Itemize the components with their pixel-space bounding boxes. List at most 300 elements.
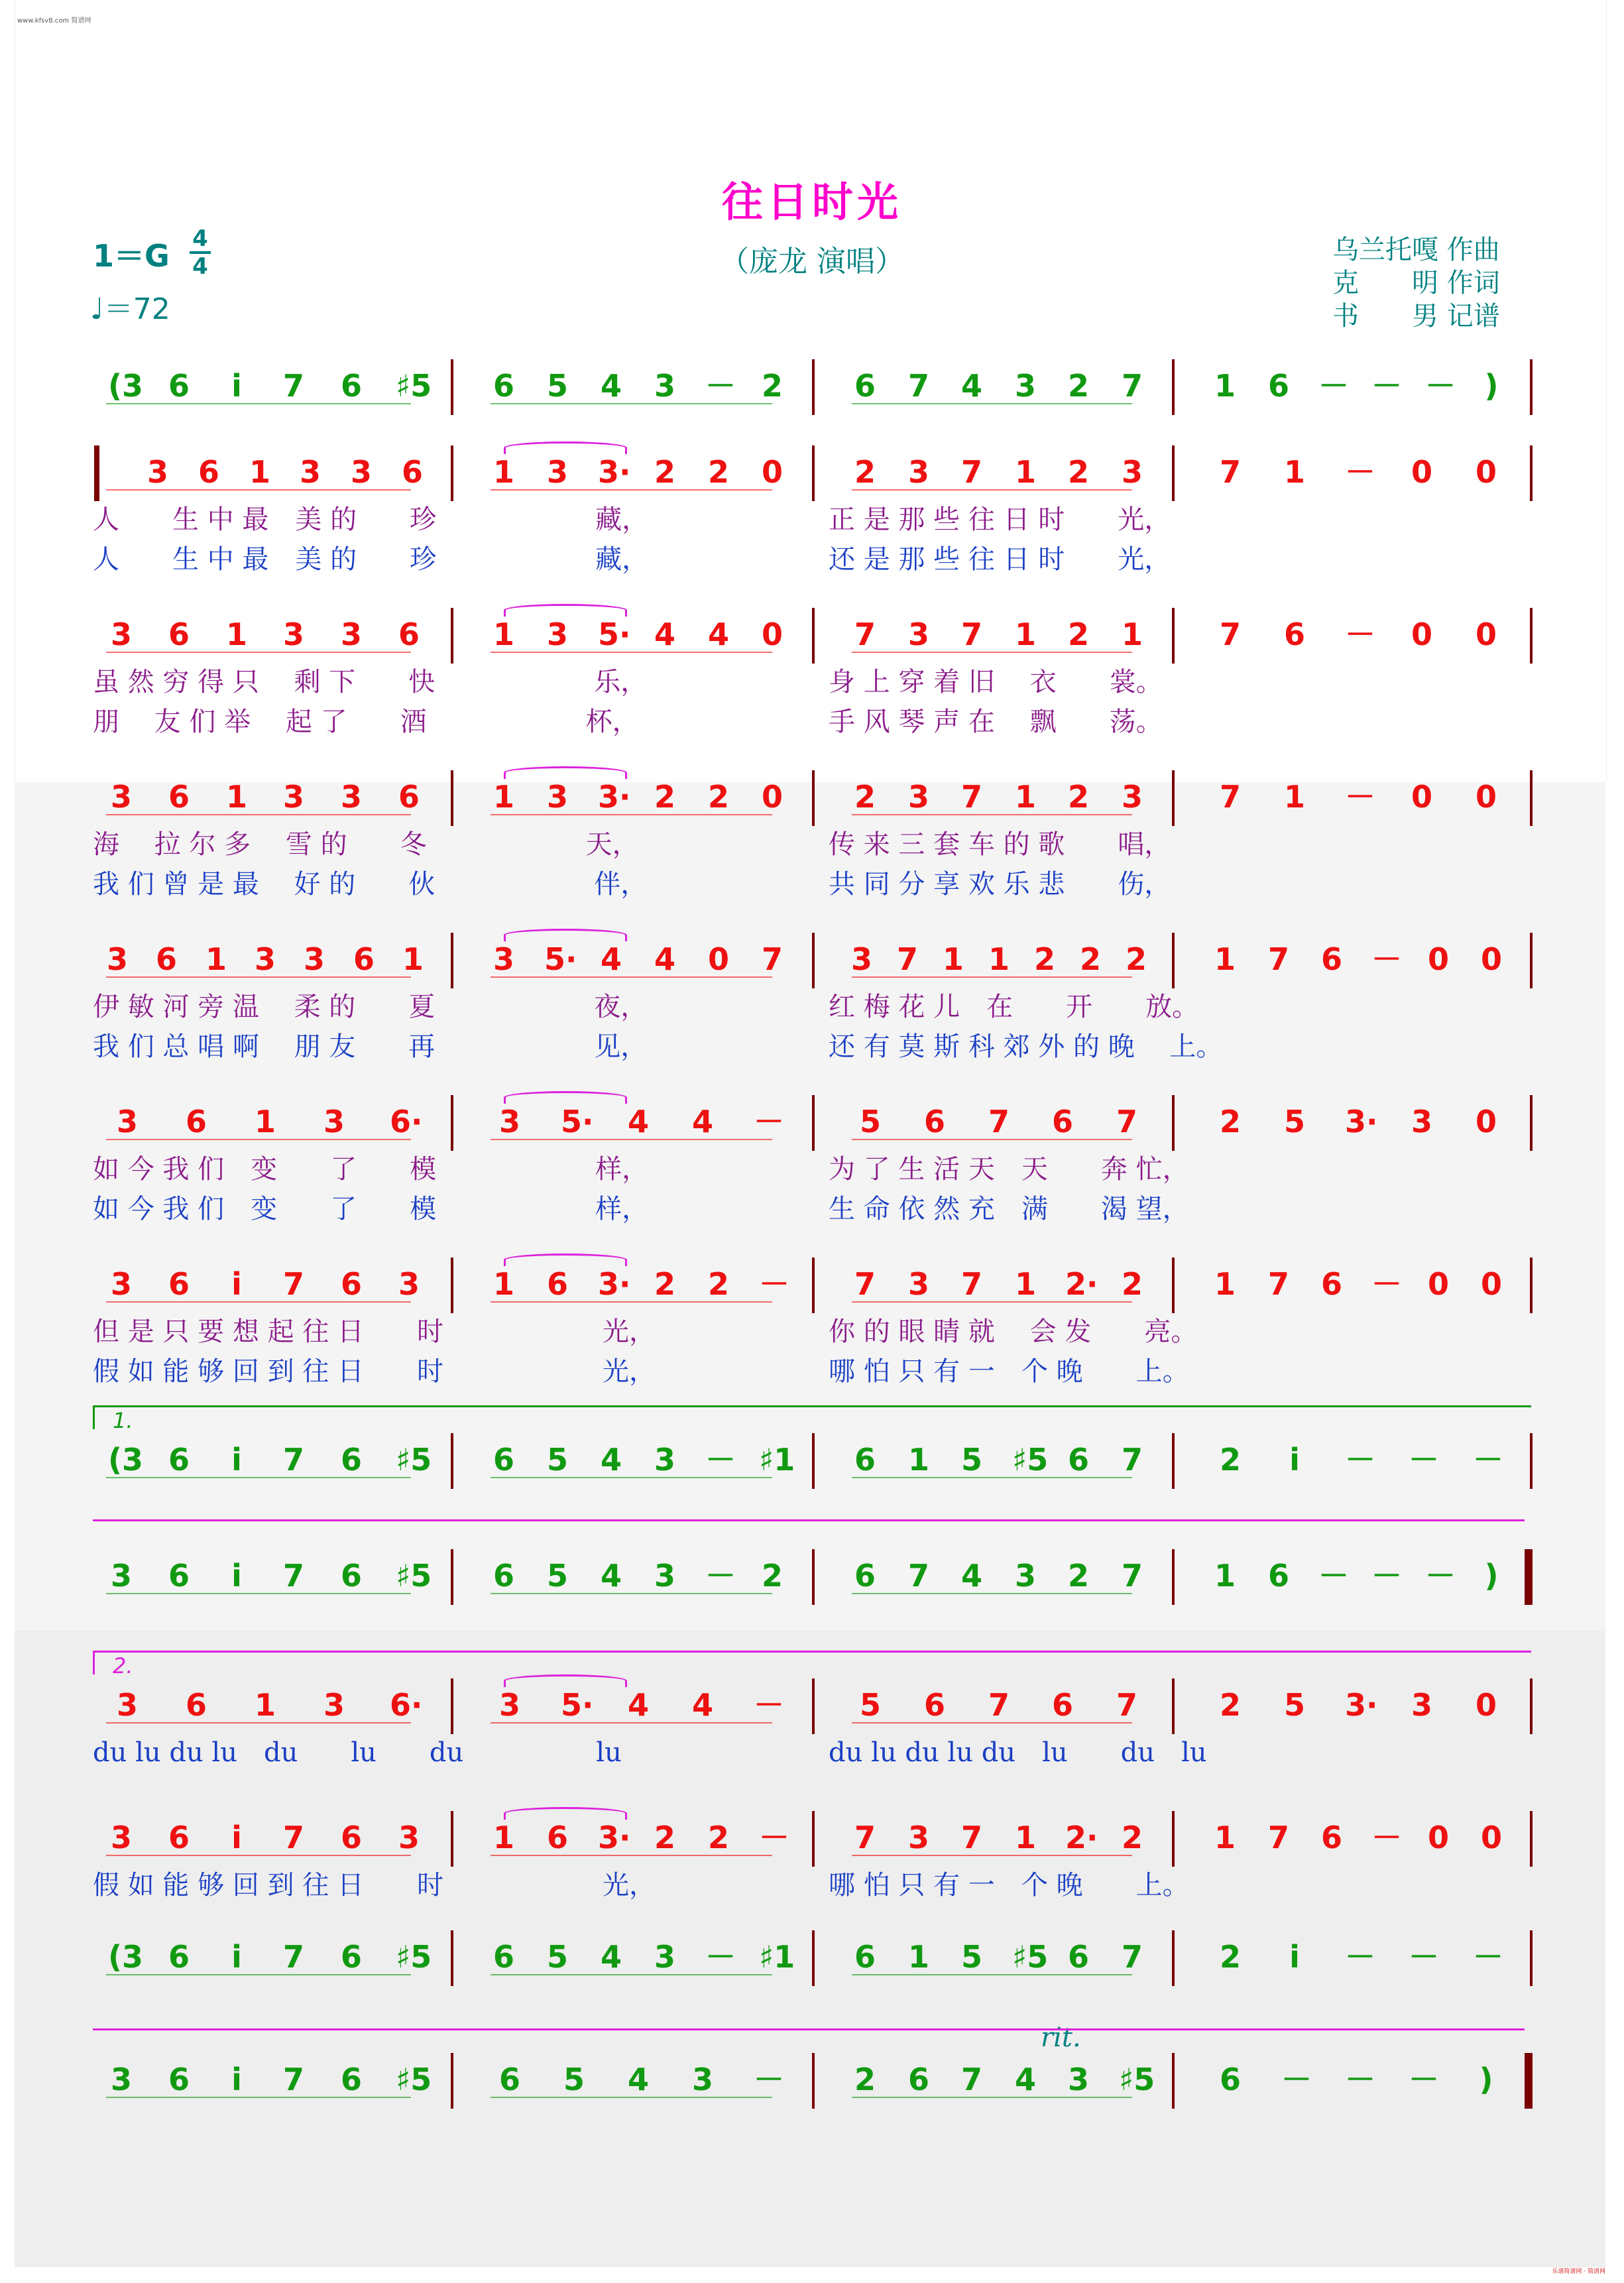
note: 7 bbox=[1121, 368, 1143, 404]
note: 1 bbox=[1283, 779, 1305, 815]
note: 6 bbox=[185, 1104, 207, 1140]
note: 2 bbox=[1067, 616, 1089, 652]
note: ♯5 bbox=[396, 1558, 432, 1594]
note: 3 bbox=[110, 2062, 132, 2097]
slur bbox=[504, 441, 627, 454]
slur bbox=[504, 1674, 627, 1687]
note: 2 bbox=[707, 1266, 729, 1302]
note: 3· bbox=[598, 779, 631, 815]
beam-underline bbox=[491, 814, 772, 815]
note: － bbox=[1425, 368, 1456, 404]
note: 2 bbox=[707, 779, 729, 815]
note: 6 bbox=[1283, 616, 1305, 652]
note: 7 bbox=[1267, 1820, 1289, 1855]
note: － bbox=[1281, 2062, 1312, 2097]
note: 3 bbox=[282, 779, 304, 815]
note: 7 bbox=[1121, 1558, 1143, 1594]
note: 3· bbox=[1345, 1104, 1378, 1140]
note: 7 bbox=[1219, 454, 1241, 490]
volta-label: 1. bbox=[113, 1408, 133, 1433]
tempo-marking: ♩＝72 bbox=[90, 292, 170, 326]
note: 0 bbox=[1427, 1820, 1449, 1855]
note: － bbox=[754, 2062, 784, 2097]
note: 2 bbox=[761, 368, 783, 404]
note: 3 bbox=[654, 1558, 675, 1594]
barline bbox=[451, 1095, 453, 1151]
barline bbox=[451, 2053, 453, 2109]
note: 6 bbox=[340, 1820, 362, 1855]
barline bbox=[1172, 1678, 1175, 1734]
note: 3 bbox=[654, 368, 675, 404]
time-signature-bottom: 4 bbox=[192, 253, 208, 280]
barline bbox=[1172, 1930, 1175, 1986]
note: － bbox=[759, 1266, 789, 1302]
note: 3 bbox=[546, 779, 568, 815]
note: 3 bbox=[907, 1266, 929, 1302]
beam-underline bbox=[106, 976, 411, 978]
note: 2· bbox=[1065, 1266, 1098, 1302]
note: 5 bbox=[546, 368, 568, 404]
note: 2 bbox=[761, 1558, 783, 1594]
note: 4 bbox=[1014, 2062, 1036, 2097]
note: 4 bbox=[960, 368, 982, 404]
note: 4 bbox=[600, 1442, 622, 1478]
note: 7 bbox=[907, 368, 929, 404]
note: (3 bbox=[108, 368, 144, 404]
note: 1 bbox=[254, 1104, 276, 1140]
note: － bbox=[1345, 454, 1375, 490]
note: 3· bbox=[598, 1266, 631, 1302]
note: 5 bbox=[546, 1442, 568, 1478]
barline bbox=[451, 445, 453, 501]
note: － bbox=[705, 1442, 736, 1478]
note: 1 bbox=[493, 454, 514, 490]
note: 3 bbox=[299, 454, 321, 490]
note: 3 bbox=[398, 1820, 420, 1855]
lyric-line: 假 如 能 够 回 到 往 日 时 光， bbox=[93, 1356, 656, 1387]
note: 4 bbox=[707, 616, 729, 652]
note: 3 bbox=[654, 1442, 675, 1478]
note: 6 bbox=[168, 368, 190, 404]
barline bbox=[1172, 1433, 1175, 1489]
note: 7 bbox=[1116, 1687, 1137, 1723]
time-signature bbox=[187, 227, 213, 278]
note: 1 bbox=[1214, 1558, 1236, 1594]
note: 4 bbox=[600, 368, 622, 404]
note: 6 bbox=[923, 1104, 945, 1140]
lyric-line: 正 是 那 些 往 日 时 光， bbox=[829, 504, 1171, 535]
lyric-line: 朋 友 们 举 起 了 酒 杯， bbox=[93, 707, 639, 737]
barline bbox=[812, 933, 815, 988]
note: i bbox=[231, 1442, 242, 1478]
note: 7 bbox=[282, 1939, 304, 1975]
note: 3 bbox=[546, 616, 568, 652]
slur bbox=[504, 1091, 627, 1104]
note: 3 bbox=[110, 1266, 132, 1302]
note: － bbox=[1409, 1442, 1439, 1478]
lyric-line: 共 同 分 享 欢 乐 悲 伤， bbox=[829, 869, 1171, 900]
barline bbox=[1530, 608, 1533, 664]
note: 3 bbox=[907, 454, 929, 490]
beam-underline bbox=[106, 1974, 411, 1975]
lyric-line: 人 生 中 最 美 的 珍 藏， bbox=[93, 544, 649, 575]
beam-underline bbox=[852, 489, 1132, 491]
note: 2 bbox=[1125, 941, 1147, 977]
barline bbox=[812, 1549, 815, 1605]
note: 3 bbox=[907, 779, 929, 815]
barline bbox=[1172, 1549, 1175, 1605]
note: 5 bbox=[1283, 1687, 1305, 1723]
note: 6 bbox=[398, 616, 420, 652]
note: 5 bbox=[859, 1104, 881, 1140]
note: 4 bbox=[960, 1558, 982, 1594]
note: 3 bbox=[1014, 1558, 1036, 1594]
lyric-line: 为 了 生 活 天 天 奔 忙， bbox=[829, 1154, 1189, 1185]
note: 1 bbox=[1014, 616, 1036, 652]
beam-underline bbox=[852, 814, 1132, 815]
note: ♯1 bbox=[759, 1939, 795, 1975]
note: 7 bbox=[960, 2062, 982, 2097]
barline bbox=[1172, 445, 1175, 501]
note: ♯1 bbox=[759, 1442, 795, 1478]
note: － bbox=[1425, 1558, 1456, 1594]
beam-underline bbox=[106, 652, 411, 653]
note: 2 bbox=[707, 1820, 729, 1855]
note: 6 bbox=[498, 2062, 520, 2097]
note: － bbox=[1345, 616, 1375, 652]
beam-underline bbox=[491, 1477, 772, 1478]
final-barline bbox=[1525, 2053, 1531, 2109]
note: － bbox=[1345, 779, 1375, 815]
note: 2 bbox=[654, 454, 675, 490]
note: 5 bbox=[960, 1939, 982, 1975]
note: ♯5 bbox=[396, 1442, 432, 1478]
note: － bbox=[1345, 1442, 1375, 1478]
credit-lyricist: 克 明 作词 bbox=[1332, 268, 1500, 298]
note: 7 bbox=[282, 368, 304, 404]
note: 5 bbox=[546, 1558, 568, 1594]
note: 7 bbox=[960, 454, 982, 490]
credit-composer: 乌兰托嘎 作曲 bbox=[1332, 235, 1500, 265]
note: 3 bbox=[110, 779, 132, 815]
note: 3 bbox=[282, 616, 304, 652]
note: 6 bbox=[185, 1687, 207, 1723]
note: 7 bbox=[1116, 1104, 1137, 1140]
singer-line: （庞龙 演唱） bbox=[720, 245, 904, 278]
note: － bbox=[1345, 2062, 1375, 2097]
lyric-line: 海 拉 尔 多 雪 的 冬 天， bbox=[93, 829, 639, 860]
note: 0 bbox=[1480, 1266, 1502, 1302]
right-watermark-strip bbox=[1613, 0, 1623, 2283]
note: 7 bbox=[896, 941, 918, 977]
note: 1 bbox=[1214, 368, 1236, 404]
barline bbox=[1530, 1095, 1533, 1151]
note: 3 bbox=[546, 454, 568, 490]
note: 6 bbox=[854, 1558, 876, 1594]
note: － bbox=[1371, 1558, 1402, 1594]
note: 2 bbox=[654, 779, 675, 815]
lyric-line: 还 有 莫 斯 科 郊 外 的 晚 上。 bbox=[829, 1031, 1223, 1062]
note: (3 bbox=[108, 1442, 144, 1478]
note: 1 bbox=[1014, 779, 1036, 815]
note: 6 bbox=[340, 1939, 362, 1975]
barline bbox=[451, 1433, 453, 1489]
lyric-line: 虽 然 穷 得 只 剩 下 快 乐， bbox=[93, 667, 648, 697]
lyric-line: 哪 怕 只 有 一 个 晚 上。 bbox=[829, 1356, 1189, 1387]
note: 0 bbox=[1475, 454, 1497, 490]
note: 6 bbox=[493, 1558, 514, 1594]
note: － bbox=[705, 1558, 736, 1594]
note: 6 bbox=[1320, 1266, 1342, 1302]
note: － bbox=[1371, 941, 1402, 977]
note: 4 bbox=[691, 1687, 713, 1723]
barline bbox=[1172, 608, 1175, 664]
note: 1 bbox=[493, 616, 514, 652]
note: 4 bbox=[654, 616, 675, 652]
note: － bbox=[1473, 1442, 1503, 1478]
note: 6 bbox=[1219, 2062, 1241, 2097]
barline bbox=[1172, 1095, 1175, 1151]
note: 7 bbox=[1219, 616, 1241, 652]
note: 7 bbox=[282, 2062, 304, 2097]
beam-underline bbox=[106, 1722, 411, 1724]
lyric-line: du lu du lu du lu du lu bbox=[829, 1737, 1207, 1768]
note: 6 bbox=[168, 616, 190, 652]
lyric-line: 假 如 能 够 回 到 往 日 时 光， bbox=[93, 1870, 656, 1901]
barline bbox=[1530, 1258, 1533, 1313]
barline bbox=[812, 1930, 815, 1986]
note: 6 bbox=[340, 1558, 362, 1594]
note: i bbox=[231, 368, 242, 404]
note: 3· bbox=[598, 1820, 631, 1855]
note: 6 bbox=[1067, 1939, 1089, 1975]
note: 6 bbox=[401, 454, 423, 490]
beam-underline bbox=[491, 2097, 772, 2098]
note: 3 bbox=[1121, 779, 1143, 815]
note: 3 bbox=[907, 616, 929, 652]
barline bbox=[1172, 359, 1175, 415]
beam-underline bbox=[491, 652, 772, 653]
note: 6 bbox=[353, 941, 375, 977]
beam-underline bbox=[491, 1722, 772, 1724]
beam-underline bbox=[491, 1974, 772, 1975]
note: 4 bbox=[600, 941, 622, 977]
beam-underline bbox=[491, 1593, 772, 1594]
note: i bbox=[231, 1558, 242, 1594]
note: 1 bbox=[493, 1266, 514, 1302]
barline bbox=[451, 608, 453, 664]
note: 3 bbox=[654, 1939, 675, 1975]
barline bbox=[1530, 359, 1533, 415]
note: 6 bbox=[1051, 1687, 1073, 1723]
lyric-line: 哪 怕 只 有 一 个 晚 上。 bbox=[829, 1870, 1189, 1901]
volta-bracket bbox=[93, 1651, 1531, 1653]
note: 3 bbox=[106, 941, 128, 977]
note: 6 bbox=[168, 1820, 190, 1855]
note: 3 bbox=[498, 1104, 520, 1140]
note: 6 bbox=[340, 1442, 362, 1478]
note: 6· bbox=[390, 1104, 423, 1140]
beam-underline bbox=[491, 489, 772, 491]
slur bbox=[504, 766, 627, 779]
note: 5· bbox=[598, 616, 631, 652]
lyric-line: 伊 敏 河 旁 温 柔 的 夏 夜， bbox=[93, 992, 648, 1022]
note: 0 bbox=[1411, 616, 1432, 652]
beam-underline bbox=[491, 1139, 772, 1140]
note: ♯5 bbox=[396, 368, 432, 404]
note: 0 bbox=[1480, 941, 1502, 977]
note: 2 bbox=[1219, 1104, 1241, 1140]
note: 1 bbox=[1214, 1266, 1236, 1302]
barline bbox=[1530, 933, 1533, 988]
note: 1 bbox=[1283, 454, 1305, 490]
beam-underline bbox=[106, 1139, 411, 1140]
beam-underline bbox=[106, 403, 411, 404]
note: 0 bbox=[761, 454, 783, 490]
note: 5 bbox=[563, 2062, 585, 2097]
slur bbox=[504, 929, 627, 941]
barline bbox=[451, 1258, 453, 1313]
note: 3 bbox=[850, 941, 872, 977]
note: 1 bbox=[942, 941, 964, 977]
lyric-line: 你 的 眼 睛 就 会 发 亮。 bbox=[829, 1317, 1198, 1347]
note: 4 bbox=[691, 1104, 713, 1140]
note: 3 bbox=[398, 1266, 420, 1302]
note: 5 bbox=[859, 1687, 881, 1723]
note: 6 bbox=[340, 368, 362, 404]
repeat-start-barline bbox=[94, 445, 99, 501]
note: 6 bbox=[1320, 941, 1342, 977]
note: 7 bbox=[1121, 1442, 1143, 1478]
note: 5· bbox=[544, 941, 577, 977]
lyric-line: 我 们 曾 是 最 好 的 伙 伴， bbox=[93, 869, 648, 900]
corner-watermark: 乐谱简谱网 · 简谱网 bbox=[1552, 2268, 1605, 2275]
note: 6 bbox=[168, 1442, 190, 1478]
barline bbox=[1530, 445, 1533, 501]
note: 1 bbox=[1014, 454, 1036, 490]
note: 7 bbox=[282, 1558, 304, 1594]
note: 2 bbox=[1121, 1266, 1143, 1302]
lyric-line: du lu du lu du lu du lu bbox=[93, 1737, 622, 1768]
volta-bracket bbox=[93, 1405, 1531, 1407]
note: 1 bbox=[254, 1687, 276, 1723]
note: i bbox=[231, 2062, 242, 2097]
note: － bbox=[1318, 1558, 1349, 1594]
note: － bbox=[754, 1104, 784, 1140]
note: － bbox=[1345, 1939, 1375, 1975]
lyric-line: 生 命 依 然 充 满 渴 望， bbox=[829, 1194, 1189, 1224]
note: 1 bbox=[1121, 616, 1143, 652]
lyric-line: 还 是 那 些 往 日 时 光， bbox=[829, 544, 1171, 575]
note: 4 bbox=[627, 1687, 649, 1723]
note: － bbox=[1473, 1939, 1503, 1975]
note: ) bbox=[1484, 368, 1499, 404]
note: 4 bbox=[654, 941, 675, 977]
note: － bbox=[1409, 2062, 1439, 2097]
time-signature-top: 4 bbox=[192, 225, 208, 252]
note: － bbox=[1371, 368, 1402, 404]
note: 7 bbox=[960, 1820, 982, 1855]
beam-underline bbox=[106, 1593, 411, 1594]
slur bbox=[504, 1254, 627, 1266]
note: 3 bbox=[498, 1687, 520, 1723]
note: 2 bbox=[1033, 941, 1055, 977]
note: 1 bbox=[225, 616, 247, 652]
note: 2 bbox=[854, 454, 876, 490]
note: 7 bbox=[907, 1558, 929, 1594]
note: 7 bbox=[282, 1442, 304, 1478]
note: 4 bbox=[600, 1939, 622, 1975]
note: 0 bbox=[707, 941, 729, 977]
note: 2 bbox=[854, 2062, 876, 2097]
note: 6 bbox=[907, 2062, 929, 2097]
beam-underline bbox=[491, 1855, 772, 1856]
key-signature: 1＝G bbox=[93, 238, 170, 274]
beam-underline bbox=[852, 1855, 1132, 1856]
beam-underline bbox=[852, 2097, 1132, 2098]
barline bbox=[812, 359, 815, 415]
note: 6· bbox=[390, 1687, 423, 1723]
barline bbox=[451, 1678, 453, 1734]
barline bbox=[451, 359, 453, 415]
beam-underline bbox=[106, 1301, 411, 1303]
note: 1 bbox=[907, 1442, 929, 1478]
note: 6 bbox=[168, 1266, 190, 1302]
note: i bbox=[1289, 1442, 1300, 1478]
beam-underline bbox=[852, 1477, 1132, 1478]
lyric-line: 但 是 只 要 想 起 往 日 时 光， bbox=[93, 1317, 656, 1347]
barline bbox=[1172, 1258, 1175, 1313]
lyric-line: 如 今 我 们 变 了 模 样， bbox=[93, 1194, 649, 1224]
barline bbox=[812, 608, 815, 664]
beam-underline bbox=[852, 1301, 1132, 1303]
barline bbox=[812, 770, 815, 826]
slur bbox=[504, 604, 627, 616]
site-watermark: www.kfsv8.com 简谱网 bbox=[17, 17, 91, 25]
note: 3 bbox=[1121, 454, 1143, 490]
note: 0 bbox=[1475, 1104, 1497, 1140]
note: i bbox=[231, 1266, 242, 1302]
note: 1 bbox=[907, 1939, 929, 1975]
note: － bbox=[1371, 1820, 1402, 1855]
note: ♯5 bbox=[1119, 2062, 1155, 2097]
note: 0 bbox=[761, 779, 783, 815]
left-watermark-strip bbox=[1, 0, 11, 2283]
barline bbox=[812, 1678, 815, 1734]
beam-underline bbox=[106, 814, 411, 815]
note: 3 bbox=[254, 941, 276, 977]
note: 6 bbox=[168, 2062, 190, 2097]
note: 3 bbox=[1014, 368, 1036, 404]
note: 0 bbox=[1480, 1820, 1502, 1855]
note: 1 bbox=[493, 1820, 514, 1855]
note: 1 bbox=[988, 941, 1010, 977]
note: 0 bbox=[1411, 454, 1432, 490]
note: 6 bbox=[340, 2062, 362, 2097]
note: 2 bbox=[1219, 1442, 1241, 1478]
note: － bbox=[1318, 368, 1349, 404]
note: 7 bbox=[854, 1820, 876, 1855]
barline bbox=[812, 1095, 815, 1151]
note: 2 bbox=[1067, 368, 1089, 404]
note: 6 bbox=[493, 1939, 514, 1975]
song-title: 往日时光 bbox=[721, 178, 902, 226]
beam-underline bbox=[491, 1301, 772, 1303]
note: 7 bbox=[988, 1104, 1010, 1140]
beam-underline bbox=[106, 1855, 411, 1856]
note: 0 bbox=[1427, 941, 1449, 977]
note: 7 bbox=[854, 616, 876, 652]
